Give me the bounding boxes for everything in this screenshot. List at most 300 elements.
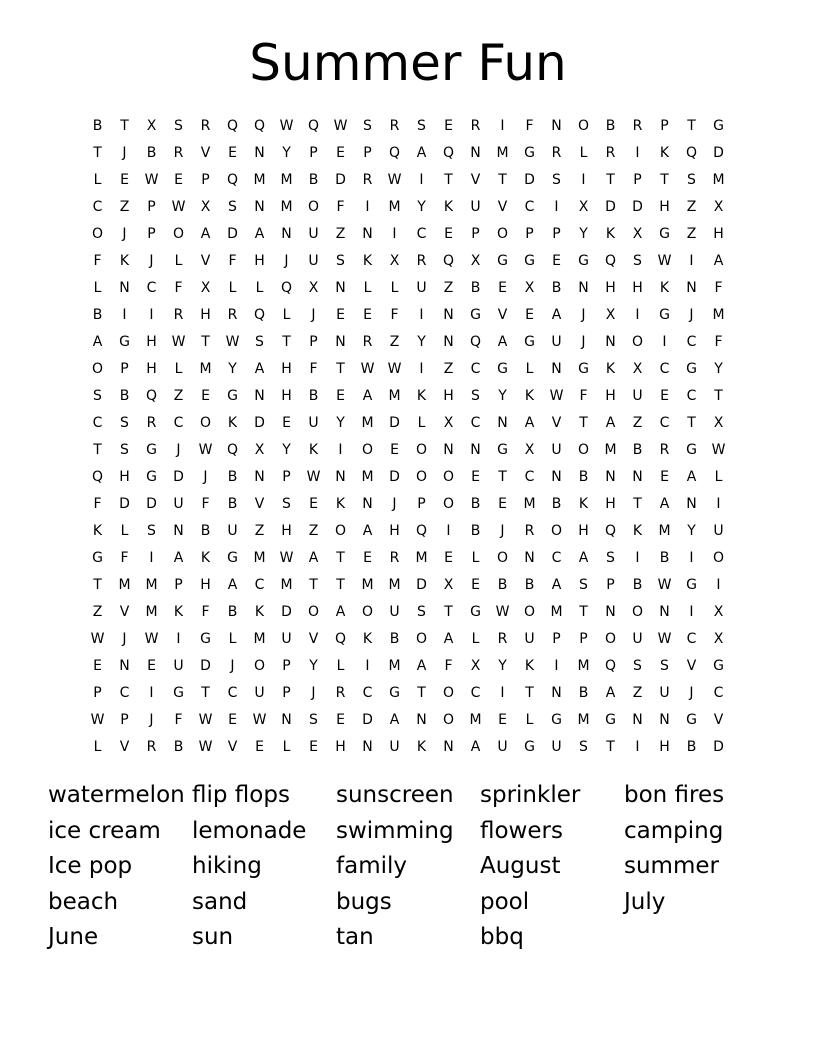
word-list-item: sand [192,888,248,915]
grid-letter: J [689,685,694,701]
grid-letter: B [605,118,616,134]
grid-letter: C [119,685,130,701]
grid-letter: F [201,496,210,512]
grid-letter: E [471,577,480,593]
grid-letter: X [389,253,400,269]
grid-letter: M [253,631,266,647]
grid-letter: C [713,685,724,701]
grid-letter: R [470,118,481,134]
grid-letter: G [659,307,670,323]
grid-letter: D [632,199,643,215]
grid-letter: N [254,469,265,485]
grid-letter: E [363,550,372,566]
word-list-item: bugs [336,888,392,915]
grid-letter: M [712,307,725,323]
grid-letter: K [362,253,373,269]
grid-letter: M [280,199,293,215]
grid-letter: I [419,307,424,323]
grid-letter: G [605,712,616,728]
grid-letter: E [336,307,345,323]
grid-letter: W [198,739,213,755]
grid-letter: W [171,199,186,215]
grid-letter: S [255,334,264,350]
grid-letter: O [442,685,455,701]
grid-letter: O [415,469,428,485]
grid-letter: H [632,280,643,296]
grid-letter: V [227,739,238,755]
grid-letter: M [604,442,617,458]
grid-letter: X [713,415,724,431]
grid-letter: H [713,226,724,242]
grid-letter: T [579,604,588,620]
grid-letter: J [230,658,235,674]
grid-letter: L [228,280,237,296]
word-list-item: bon fires [624,782,725,808]
grid-letter: T [336,361,345,377]
grid-letter: G [578,253,589,269]
grid-letter: N [497,415,508,431]
grid-letter: A [497,334,508,350]
grid-letter: S [417,118,426,134]
grid-letter: C [470,415,481,431]
grid-letter: D [389,415,400,431]
grid-letter: N [551,469,562,485]
grid-letter: H [146,334,157,350]
grid-letter: S [579,739,588,755]
grid-letter: X [443,415,454,431]
grid-letter: F [93,253,102,269]
grid-letter: B [551,496,562,512]
grid-letter: G [524,334,535,350]
grid-letter: V [497,307,508,323]
grid-letter: K [173,604,184,620]
grid-letter: J [311,685,316,701]
grid-letter: J [176,442,181,458]
grid-letter: U [551,334,562,350]
grid-letter: K [416,739,427,755]
grid-letter: M [388,577,401,593]
grid-letter: L [174,253,183,269]
grid-letter: Q [604,253,617,269]
grid-letter: Y [336,415,345,431]
grid-letter: M [199,361,212,377]
grid-letter: R [632,118,643,134]
grid-letter: X [200,199,211,215]
grid-letter: A [173,550,184,566]
grid-letter: S [660,658,669,674]
grid-letter: A [92,334,103,350]
grid-letter: W [144,172,159,188]
grid-letter: A [227,577,238,593]
grid-letter: Q [604,523,617,539]
grid-letter: L [471,550,480,566]
grid-letter: U [470,199,481,215]
grid-letter: L [363,280,372,296]
grid-letter: N [632,712,643,728]
grid-letter: X [146,118,157,134]
word-list-item: beach [48,888,119,915]
grid-letter: F [201,604,210,620]
grid-letter: T [309,577,318,593]
grid-letter: H [146,361,157,377]
grid-letter: D [389,469,400,485]
grid-letter: I [149,685,154,701]
grid-letter: G [200,631,211,647]
grid-letter: N [578,280,589,296]
grid-letter: E [471,469,480,485]
word-list-item: hiking [192,853,262,879]
grid-letter: E [336,712,345,728]
grid-letter: D [119,496,130,512]
grid-letter: E [552,253,561,269]
grid-letter: Y [498,658,507,674]
grid-letter: W [252,712,267,728]
grid-letter: B [659,550,670,566]
grid-letter: G [713,118,724,134]
grid-letter: N [335,469,346,485]
word-list-item: June [48,924,99,950]
grid-row [84,653,732,680]
grid-letter: N [254,145,265,161]
grid-letter: P [552,631,561,647]
grid-letter: W [279,118,294,134]
word-list-item: tan [336,924,374,950]
grid-letter: M [388,388,401,404]
grid-letter: T [201,334,210,350]
grid-letter: Q [469,334,482,350]
grid-row [84,491,732,518]
grid-letter: Q [442,145,455,161]
grid-letter: D [713,145,724,161]
grid-letter: M [145,604,158,620]
grid-letter: H [605,496,616,512]
grid-letter: G [227,550,238,566]
grid-letter: Q [226,442,239,458]
grid-letter: K [308,442,319,458]
grid-letter: S [633,658,642,674]
grid-letter: F [525,118,534,134]
grid-letter: M [361,415,374,431]
grid-letter: O [442,712,455,728]
grid-letter: T [633,496,642,512]
grid-letter: T [498,469,507,485]
grid-letter: L [282,307,291,323]
grid-letter: L [282,739,291,755]
grid-letter: A [551,577,562,593]
grid-letter: O [415,442,428,458]
grid-letter: O [307,604,320,620]
grid-letter: U [632,631,643,647]
grid-letter: G [686,442,697,458]
grid-letter: K [362,631,373,647]
grid-letter: U [659,685,670,701]
grid-letter: I [635,739,640,755]
grid-letter: G [146,442,157,458]
grid-letter: E [255,739,264,755]
word-list-item: ice cream [48,817,161,844]
word-list-item: sun [192,924,234,950]
grid-letter: U [308,226,319,242]
grid-letter: O [334,523,347,539]
grid-letter: Y [309,658,318,674]
word-list-item: swimming [336,817,454,844]
grid-letter: R [146,739,157,755]
grid-letter: W [549,388,564,404]
grid-letter: Q [226,118,239,134]
grid-letter: N [686,280,697,296]
grid-letter: Z [92,604,103,620]
grid-letter: W [225,334,240,350]
grid-letter: P [201,172,210,188]
grid-letter: U [713,523,724,539]
grid-letter: G [92,550,103,566]
grid-letter: L [579,145,588,161]
grid-letter: F [714,280,723,296]
grid-letter: U [227,523,238,539]
grid-letter: K [416,388,427,404]
grid-letter: C [362,685,373,701]
grid-letter: C [227,685,238,701]
grid-letter: U [308,415,319,431]
grid-letter: D [524,172,535,188]
grid-letter: M [388,658,401,674]
grid-letter: Y [579,226,588,242]
grid-letter: R [551,145,562,161]
grid-row [84,707,732,734]
grid-letter: W [657,577,672,593]
grid-letter: O [496,226,509,242]
grid-letter: Q [307,118,320,134]
grid-letter: O [604,631,617,647]
grid-letter: I [635,145,640,161]
grid-letter: K [659,145,670,161]
grid-letter: O [577,118,590,134]
grid-letter: O [91,226,104,242]
grid-letter: P [120,361,129,377]
grid-letter: C [686,631,697,647]
grid-letter: R [173,145,184,161]
grid-letter: F [444,658,453,674]
grid-letter: A [713,253,724,269]
grid-letter: Y [687,523,696,539]
grid-letter: J [122,631,127,647]
grid-letter: W [279,550,294,566]
grid-letter: U [524,631,535,647]
grid-letter: O [442,496,455,512]
grid-letter: U [281,631,292,647]
grid-letter: S [120,415,129,431]
grid-letter: J [203,469,208,485]
grid-letter: F [336,199,345,215]
grid-letter: I [419,172,424,188]
grid-letter: T [525,685,534,701]
grid-letter: O [361,442,374,458]
grid-letter: B [578,469,589,485]
grid-letter: M [712,172,725,188]
grid-letter: E [498,496,507,512]
grid-letter: B [92,118,103,134]
grid-letter: S [336,253,345,269]
grid-letter: B [119,388,130,404]
grid-letter: T [579,415,588,431]
grid-letter: I [581,172,586,188]
grid-letter: T [336,550,345,566]
grid-letter: W [90,712,105,728]
grid-letter: T [93,577,102,593]
grid-letter: D [335,172,346,188]
grid-letter: F [714,334,723,350]
grid-letter: J [122,226,127,242]
grid-letter: G [173,685,184,701]
grid-letter: C [470,361,481,377]
grid-letter: X [524,280,535,296]
grid-letter: N [470,442,481,458]
grid-letter: D [605,199,616,215]
grid-letter: X [254,442,265,458]
grid-letter: F [174,280,183,296]
grid-letter: X [605,307,616,323]
grid-letter: N [281,712,292,728]
grid-letter: K [227,415,238,431]
grid-letter: B [551,280,562,296]
grid-letter: Y [714,361,723,377]
grid-letter: U [389,739,400,755]
grid-letter: Z [173,388,184,404]
grid-letter: G [551,712,562,728]
grid-letter: P [525,226,534,242]
grid-letter: I [635,307,640,323]
grid-letter: A [389,712,400,728]
grid-letter: W [495,604,510,620]
grid-letter: M [145,577,158,593]
grid-letter: K [524,658,535,674]
grid-letter: R [605,145,616,161]
grid-letter: O [307,199,320,215]
grid-letter: I [500,118,505,134]
grid-row [84,437,732,464]
grid-letter: A [416,145,427,161]
grid-letter: E [660,469,669,485]
grid-letter: X [713,199,724,215]
grid-letter: J [149,253,154,269]
grid-letter: L [174,361,183,377]
grid-letter: D [173,469,184,485]
grid-letter: I [149,307,154,323]
grid-letter: N [362,739,373,755]
grid-letter: O [199,415,212,431]
grid-letter: U [632,388,643,404]
grid-letter: N [470,145,481,161]
grid-letter: B [470,280,481,296]
grid-letter: R [146,415,157,431]
grid-letter: M [280,577,293,593]
grid-letter: M [118,577,131,593]
grid-row [84,329,732,356]
grid-letter: Z [389,334,400,350]
grid-letter: H [281,361,292,377]
grid-letter: M [253,550,266,566]
grid-letter: H [605,388,616,404]
grid-letter: T [714,388,723,404]
grid-letter: S [228,199,237,215]
grid-letter: N [443,334,454,350]
grid-letter: I [554,658,559,674]
grid-letter: L [120,523,129,539]
grid-letter: A [524,415,535,431]
grid-letter: F [174,712,183,728]
grid-letter: D [254,415,265,431]
grid-letter: C [659,415,670,431]
grid-letter: E [309,739,318,755]
grid-letter: H [254,253,265,269]
grid-letter: V [686,658,697,674]
grid-letter: T [606,172,615,188]
grid-letter: H [119,469,130,485]
grid-letter: V [713,712,724,728]
grid-letter: K [254,604,265,620]
grid-letter: K [524,388,535,404]
grid-letter: R [335,685,346,701]
grid-letter: V [119,739,130,755]
grid-letter: T [120,118,129,134]
grid-letter: S [552,172,561,188]
grid-letter: U [416,280,427,296]
grid-letter: A [335,604,346,620]
word-list-item: Ice pop [48,853,133,879]
grid-letter: S [93,388,102,404]
grid-letter: T [606,739,615,755]
grid-letter: Q [388,145,401,161]
grid-letter: M [361,469,374,485]
grid-letter: B [578,685,589,701]
word-list-item: flip flops [192,782,290,808]
grid-letter: P [174,577,183,593]
grid-letter: J [500,523,505,539]
grid-letter: W [198,712,213,728]
word-list [48,778,768,956]
grid-letter: W [657,631,672,647]
grid-letter: B [227,469,238,485]
grid-letter: M [361,577,374,593]
grid-letter: S [282,496,291,512]
grid-letter: I [662,334,667,350]
grid-letter: G [227,388,238,404]
grid-letter: N [416,712,427,728]
grid-letter: S [309,712,318,728]
grid-letter: X [200,280,211,296]
grid-letter: N [335,334,346,350]
grid-row [84,140,732,167]
grid-letter: R [227,307,238,323]
grid-letter: T [444,172,453,188]
grid-letter: U [254,685,265,701]
grid-letter: I [392,226,397,242]
grid-letter: Z [443,280,454,296]
grid-letter: N [362,226,373,242]
grid-letter: H [200,307,211,323]
grid-letter: R [173,307,184,323]
grid-letter: R [200,118,211,134]
grid-letter: P [147,226,156,242]
word-list-item: July [624,888,666,915]
grid-letter: M [388,199,401,215]
grid-letter: N [443,307,454,323]
grid-letter: N [551,361,562,377]
grid-letter: I [122,307,127,323]
grid-row [84,464,732,491]
grid-letter: Q [280,280,293,296]
grid-letter: T [336,577,345,593]
